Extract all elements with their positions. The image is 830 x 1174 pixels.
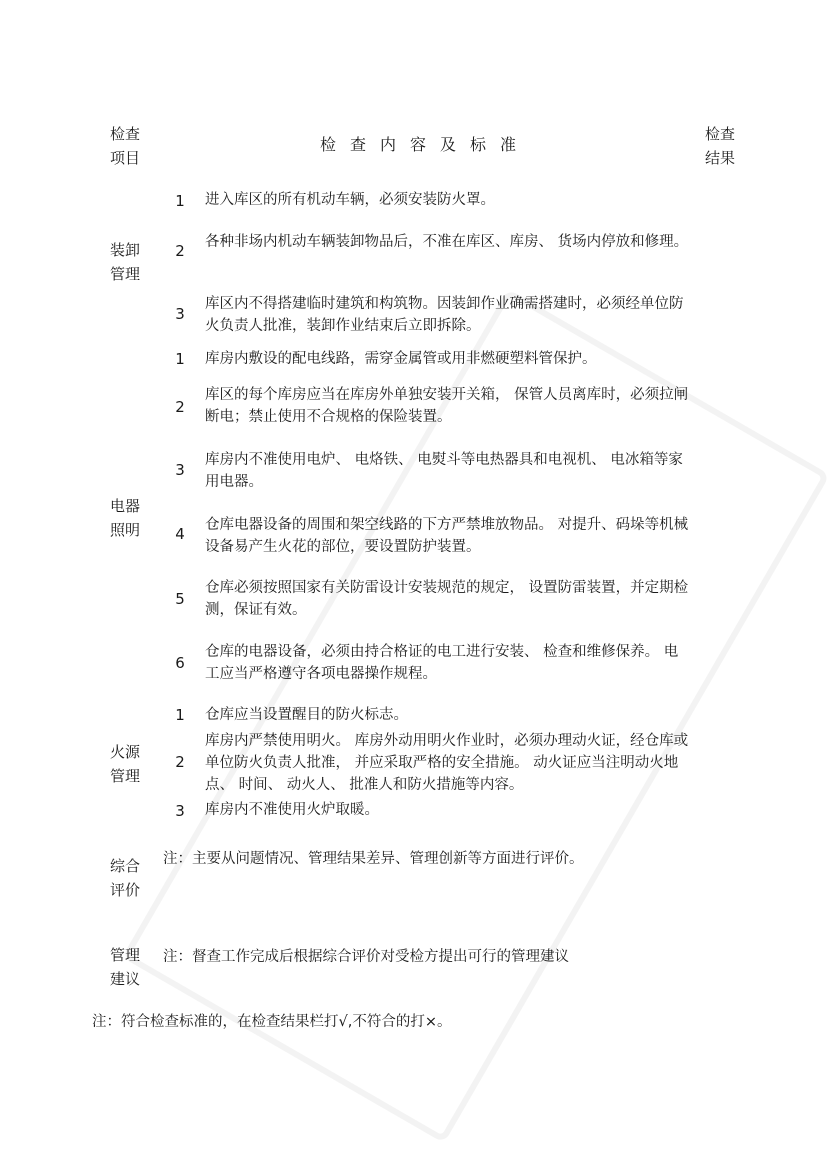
category-evaluation [95, 854, 155, 902]
row-number: 2 [175, 753, 185, 771]
row-number: 4 [175, 525, 185, 543]
row-text: 仓库的电器设备，必须由持合格证的电工进行安装、 检查和维修保养。 电工应当严格遵守各项电器操作规程。 [205, 644, 679, 682]
category-electric-line1: 电器 [109, 497, 140, 515]
header-result-line1: 检查 [704, 125, 735, 143]
category-loading-line1: 装卸 [109, 241, 140, 259]
row-number: 1 [175, 350, 185, 368]
category-suggestion-line1: 管理 [109, 946, 140, 964]
category-fire-line1: 火源 [109, 743, 140, 761]
row-number: 2 [175, 242, 185, 260]
header-result-label [690, 122, 750, 170]
category-fire [95, 740, 155, 788]
row-text: 库房内敷设的配电线路，需穿金属管或用非燃硬塑料管保护。 [205, 351, 597, 367]
row-number: 1 [175, 192, 185, 210]
category-suggestion-line2: 建议 [109, 970, 140, 988]
header-result-line2: 结果 [704, 149, 735, 167]
row-text: 库房内严禁使用明火。 库房外动用明火作业时，必须办理动火证，经仓库或单位防火负责人批准， 并应采取严格的安全措施。 动火证应当注明动火地点、 时间、 动火人、 批准人和防火措施等内容。 [205, 733, 689, 793]
row-text: 库区内不得搭建临时建筑和构筑物。因装卸作业确需搭建时，必须经单位防火负责人批准，装卸作业结束后立即拆除。 [205, 296, 684, 334]
row-text: 仓库必须按照国家有关防雷设计安装规范的规定， 设置防雷装置，并定期检测，保证有效。 [205, 580, 689, 618]
category-evaluation-line2: 评价 [109, 881, 140, 899]
header-item-line1: 检查 [109, 125, 140, 143]
category-electric [95, 494, 155, 542]
row-text: 库房内不准使用电炉、 电烙铁、 电熨斗等电热器具和电视机、 电冰箱等家用电器。 [205, 452, 683, 490]
row-number: 3 [175, 461, 185, 479]
row-text: 各种非场内机动车辆装卸物品后，不准在库区、库房、 货场内停放和修理。 [205, 234, 689, 250]
row-number: 2 [175, 398, 185, 416]
category-fire-line2: 管理 [109, 767, 140, 785]
row-text: 仓库电器设备的周围和架空线路的下方严禁堆放物品。 对提升、码垛等机械设备易产生火花的部位，要设置防护装置。 [205, 517, 689, 555]
row-number: 5 [175, 590, 185, 608]
evaluation-note: 注：主要从问题情况、管理结果差异、管理创新等方面进行评价。 [163, 851, 584, 867]
footnote: 注：符合检查标准的，在检查结果栏打√,不符合的打×。 [92, 1014, 452, 1030]
suggestion-note: 注：督查工作完成后根据综合评价对受检方提出可行的管理建议 [163, 949, 569, 965]
category-evaluation-line1: 综合 [109, 857, 140, 875]
header-item-label [100, 122, 150, 170]
row-text: 库房内不准使用火炉取暖。 [205, 802, 379, 818]
category-loading-line2: 管理 [109, 265, 140, 283]
category-loading [95, 238, 155, 286]
row-number: 3 [175, 802, 185, 820]
row-number: 6 [175, 654, 185, 672]
row-text: 进入库区的所有机动车辆，必须安装防火罩。 [205, 192, 495, 208]
category-suggestion [95, 943, 155, 991]
category-electric-line2: 照明 [109, 521, 140, 539]
header-item-line2: 项目 [109, 149, 140, 167]
header-content-label: 检查内容及标准 [319, 135, 530, 154]
row-number: 1 [175, 706, 185, 724]
row-number: 3 [175, 305, 185, 323]
row-text: 库区的每个库房应当在库房外单独安装开关箱， 保管人员离库时，必须拉闸断电；禁止使用不合规格的保险装置。 [205, 387, 689, 425]
row-text: 仓库应当设置醒目的防火标志。 [205, 707, 408, 723]
